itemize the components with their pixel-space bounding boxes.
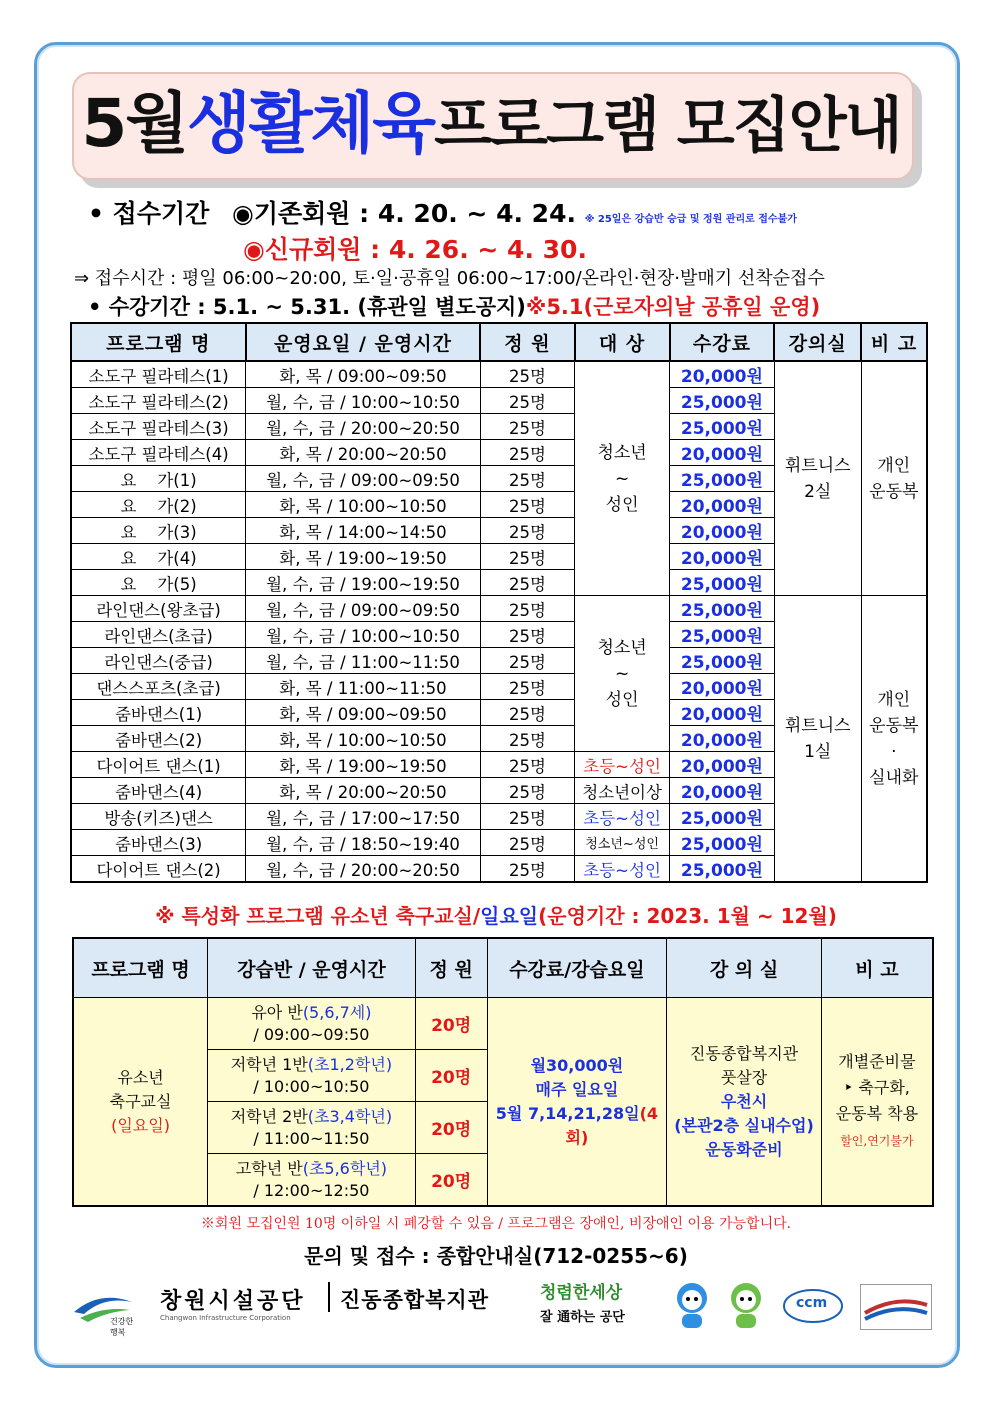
col-header: 정 원	[480, 323, 574, 361]
org-name: 창원시설공단	[160, 1289, 306, 1314]
program-fee: 20,000원	[670, 440, 775, 466]
program-target: 청소년~성인	[575, 830, 670, 856]
program-capacity: 25명	[480, 674, 574, 700]
program-name: 라인댄스(초급)	[71, 622, 246, 648]
registration-line	[88, 194, 797, 230]
program-capacity: 25명	[480, 648, 574, 674]
program-capacity: 25명	[480, 856, 574, 883]
program-time: 월, 수, 금 / 10:00~10:50	[246, 622, 481, 648]
program-fee: 25,000원	[670, 856, 775, 883]
happy-logo: 건강한행복	[70, 1288, 136, 1332]
program-time: 화, 목 / 14:00~14:50	[246, 518, 481, 544]
program-name: 다이어트 댄스(2)	[71, 856, 246, 883]
program-name: 방송(키즈)댄스	[71, 804, 246, 830]
center-name: 진동종합복지관	[340, 1288, 490, 1312]
program-name: 요 가(1)	[71, 466, 246, 492]
program-time: 월, 수, 금 / 11:00~11:50	[246, 648, 481, 674]
program-fee: 25,000원	[670, 414, 775, 440]
program-name: 소도구 필라테스(4)	[71, 440, 246, 466]
program-name: 라인댄스(왕초급)	[71, 596, 246, 622]
special-program-heading	[0, 900, 992, 929]
special-heading-period: (운영기간 : 2023. 1월 ~ 12월)	[538, 904, 837, 928]
class-capacity: 20명	[415, 1102, 487, 1154]
class-capacity: 20명	[415, 1050, 487, 1102]
program-table-header	[71, 323, 927, 361]
program-time: 월, 수, 금 / 17:00~17:50	[246, 804, 481, 830]
ccm-logo: ccm	[782, 1288, 844, 1324]
program-name: 줌바댄스(1)	[71, 700, 246, 726]
program-fee: 20,000원	[670, 492, 775, 518]
program-fee: 20,000원	[670, 726, 775, 752]
special-heading-a: ※ 특성화 프로그램 유소년 축구교실/	[155, 904, 481, 928]
program-name: 댄스스포츠(초급)	[71, 674, 246, 700]
col-header: 강습반 / 운영시간	[208, 938, 416, 998]
program-name: 줌바댄스(3)	[71, 830, 246, 856]
program-target: 청소년이상	[575, 778, 670, 804]
program-time: 화, 목 / 20:00~20:50	[246, 778, 481, 804]
program-time: 화, 목 / 10:00~10:50	[246, 726, 481, 752]
program-time: 화, 목 / 09:00~09:50	[246, 700, 481, 726]
target-group-1: 청소년 ~ 성인	[575, 361, 670, 596]
room-group-1: 휘트니스 2실	[774, 361, 861, 596]
registration-time: ⇒ 접수시간 : 평일 06:00~20:00, 토·일·공휴일 06:00~17:00/온라인·현장·발매기 선착순접수	[74, 268, 825, 289]
note-group-1: 개인 운동복	[861, 361, 927, 596]
program-capacity: 25명	[480, 518, 574, 544]
program-target: 초등~성인	[575, 804, 670, 830]
program-fee: 20,000원	[670, 752, 775, 778]
col-header: 정 원	[415, 938, 487, 998]
program-name: 요 가(2)	[71, 492, 246, 518]
mascot-blue-icon	[670, 1280, 714, 1336]
program-time: 화, 목 / 09:00~09:50	[246, 361, 481, 388]
col-header: 프로그램 명	[71, 323, 246, 361]
program-name: 요 가(3)	[71, 518, 246, 544]
contact-info: 문의 및 접수 : 종합안내실(712-0255~6)	[304, 1244, 688, 1268]
col-header: 비 고	[861, 323, 927, 361]
remark-cell: 개별준비물 ‣ 축구화, 운동복 착용 할인,연기불가	[821, 998, 933, 1207]
table-row	[73, 998, 933, 1050]
class-cell: 고학년 반(초5,6학년) / 12:00~12:50	[208, 1154, 416, 1207]
col-header: 대 상	[575, 323, 670, 361]
program-fee: 25,000원	[670, 648, 775, 674]
program-time: 화, 목 / 19:00~19:50	[246, 752, 481, 778]
venue-cell: 진동종합복지관 풋살장 우천시 (본관2층 실내수업) 운동화준비	[667, 998, 822, 1207]
program-fee: 25,000원	[670, 466, 775, 492]
program-capacity: 25명	[480, 466, 574, 492]
cancellation-notice: ※회원 모집인원 10명 이하일 시 폐강할 수 있음 / 프로그램은 장애인, 비장애인 이용 가능합니다.	[200, 1216, 792, 1232]
title-sports: 생활체육	[187, 85, 435, 162]
program-time: 월, 수, 금 / 18:50~19:40	[246, 830, 481, 856]
program-time: 화, 목 / 10:00~10:50	[246, 492, 481, 518]
registration-label: • 접수기간	[88, 199, 210, 228]
fee-schedule: 월30,000원 매주 일요일 5월 7,14,21,28일(4회)	[487, 998, 667, 1207]
program-fee: 25,000원	[670, 830, 775, 856]
program-table	[70, 322, 928, 883]
program-fee: 25,000원	[670, 596, 775, 622]
program-fee: 20,000원	[670, 544, 775, 570]
program-fee: 20,000원	[670, 674, 775, 700]
program-name: 요 가(5)	[71, 570, 246, 596]
program-fee: 20,000원	[670, 518, 775, 544]
certification-badge	[860, 1284, 932, 1330]
program-capacity: 25명	[480, 830, 574, 856]
program-capacity: 25명	[480, 544, 574, 570]
title-rest: 프로그램 모집안내	[434, 91, 901, 161]
program-time: 월, 수, 금 / 20:00~20:50	[246, 414, 481, 440]
slogan-logo: 청렴한세상	[540, 1283, 623, 1303]
course-period-text: • 수강기간 : 5.1. ~ 5.31. (휴관일 별도공지)	[88, 295, 526, 319]
table-row	[71, 361, 927, 388]
program-capacity: 25명	[480, 596, 574, 622]
target-group-2: 청소년 ~ 성인	[575, 596, 670, 752]
program-time: 월, 수, 금 / 09:00~09:50	[246, 596, 481, 622]
table-row	[71, 596, 927, 622]
col-header: 수강료/강습요일	[487, 938, 667, 998]
program-fee: 25,000원	[670, 388, 775, 414]
program-name: 다이어트 댄스(1)	[71, 752, 246, 778]
program-name: 줌바댄스(4)	[71, 778, 246, 804]
class-cell: 저학년 1반(초1,2학년) / 10:00~10:50	[208, 1050, 416, 1102]
col-header: 비 고	[821, 938, 933, 998]
page-title	[72, 78, 910, 172]
class-capacity: 20명	[415, 1154, 487, 1207]
mascot-green-icon	[724, 1280, 768, 1336]
program-time: 월, 수, 금 / 20:00~20:50	[246, 856, 481, 883]
program-fee: 20,000원	[670, 778, 775, 804]
col-header: 강의실	[774, 323, 861, 361]
program-name: 줌바댄스(2)	[71, 726, 246, 752]
program-name: 소도구 필라테스(1)	[71, 361, 246, 388]
program-capacity: 25명	[480, 804, 574, 830]
title-month: 5월	[81, 85, 188, 162]
program-target: 초등~성인	[575, 752, 670, 778]
col-header: 프로그램 명	[73, 938, 208, 998]
program-capacity: 25명	[480, 726, 574, 752]
program-time: 월, 수, 금 / 19:00~19:50	[246, 570, 481, 596]
special-program-name: 유소년 축구교실 (일요일)	[73, 998, 208, 1207]
program-capacity: 25명	[480, 492, 574, 518]
col-header: 운영요일 / 운영시간	[246, 323, 481, 361]
course-period	[88, 291, 820, 321]
special-heading-day: 일요일	[480, 904, 539, 928]
special-program-table	[72, 937, 934, 1207]
program-capacity: 25명	[480, 388, 574, 414]
class-cell: 저학년 2반(초3,4학년) / 11:00~11:50	[208, 1102, 416, 1154]
program-fee: 20,000원	[670, 700, 775, 726]
program-name: 요 가(4)	[71, 544, 246, 570]
existing-member-period: ◉기존회원 : 4. 20. ~ 4. 24.	[232, 199, 576, 228]
note-group-2: 개인 운동복 · 실내화	[861, 596, 927, 883]
slogan-text: 잘 通하는 공단	[540, 1310, 625, 1325]
program-capacity: 25명	[480, 752, 574, 778]
program-capacity: 25명	[480, 361, 574, 388]
holiday-note: ※5.1(근로자의날 공휴일 운영)	[525, 295, 821, 319]
existing-member-note: ※ 25일은 강습반 승급 및 정원 관리로 접수불가	[584, 214, 797, 225]
flag-stripes-icon	[861, 1285, 931, 1329]
program-fee: 25,000원	[670, 570, 775, 596]
program-name: 라인댄스(중급)	[71, 648, 246, 674]
program-capacity: 25명	[480, 414, 574, 440]
program-capacity: 25명	[480, 622, 574, 648]
footer-logos	[60, 1278, 940, 1338]
program-name: 소도구 필라테스(2)	[71, 388, 246, 414]
program-fee: 25,000원	[670, 622, 775, 648]
program-fee: 25,000원	[670, 804, 775, 830]
col-header: 수강료	[670, 323, 775, 361]
program-fee: 20,000원	[670, 361, 775, 388]
program-time: 화, 목 / 20:00~20:50	[246, 440, 481, 466]
program-name: 소도구 필라테스(3)	[71, 414, 246, 440]
org-name-en: Changwon Infrastructure Corporation	[160, 1314, 291, 1322]
program-capacity: 25명	[480, 778, 574, 804]
divider	[328, 1282, 330, 1312]
new-member-period: ◉신규회원 : 4. 26. ~ 4. 30.	[243, 235, 587, 264]
program-time: 화, 목 / 11:00~11:50	[246, 674, 481, 700]
program-target: 초등~성인	[575, 856, 670, 883]
program-time: 월, 수, 금 / 09:00~09:50	[246, 466, 481, 492]
program-capacity: 25명	[480, 700, 574, 726]
col-header: 강 의 실	[667, 938, 822, 998]
special-table-header	[73, 938, 933, 998]
room-group-2: 휘트니스 1실	[774, 596, 861, 883]
class-cell: 유아 반(5,6,7세) / 09:00~09:50	[208, 998, 416, 1050]
program-time: 월, 수, 금 / 10:00~10:50	[246, 388, 481, 414]
program-time: 화, 목 / 19:00~19:50	[246, 544, 481, 570]
program-capacity: 25명	[480, 440, 574, 466]
class-capacity: 20명	[415, 998, 487, 1050]
program-capacity: 25명	[480, 570, 574, 596]
